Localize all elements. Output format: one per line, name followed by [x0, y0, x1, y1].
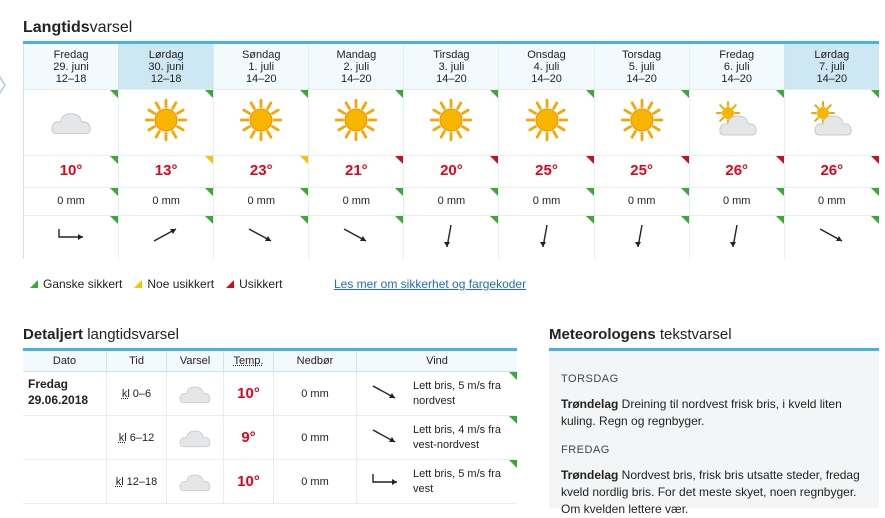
day-time: 14–20 — [721, 73, 752, 85]
precipitation-value: 0 mm — [57, 195, 85, 207]
wind-cell — [498, 215, 593, 259]
red-triangle-icon — [226, 280, 234, 288]
precipitation-value: 0 mm — [437, 195, 466, 207]
wind-cell — [213, 215, 308, 259]
detail-temp-value: 10° — [237, 385, 260, 402]
detail-wind — [356, 416, 517, 459]
day-day: Lørdag — [814, 49, 850, 61]
detail-temp — [223, 460, 273, 503]
detail-temp-value: 10° — [237, 473, 260, 490]
time-range: 6–12 — [129, 431, 155, 444]
sun-icon — [144, 98, 188, 147]
detail-row — [23, 372, 517, 416]
temperature-value: 21° — [344, 162, 368, 179]
confidence-triangle-icon — [586, 216, 594, 224]
day-date: 29. juni — [53, 61, 89, 73]
detail-precip — [273, 416, 356, 459]
day-date: 2. juli — [343, 61, 370, 73]
confidence-triangle-icon — [110, 156, 118, 164]
day-day: Lørdag — [148, 49, 184, 61]
met-text-title: Meteorologens tekstvarsel — [549, 326, 732, 343]
col-wind-header: Vind — [356, 351, 517, 371]
met-text-thursday: Trøndelag Dreining til nordvest frisk bris, i kveld liten kuling. Regn og regnbyger. — [561, 397, 842, 428]
detail-precip-value: 0 mm — [301, 387, 329, 400]
detail-precip-value: 0 mm — [301, 431, 329, 444]
wind-cell — [594, 215, 689, 259]
day-date: 4. juli — [533, 61, 560, 73]
wind-arrow-icon — [624, 219, 660, 256]
met-heading-thursday: TORSDAG — [561, 373, 619, 385]
wind-arrow-icon — [53, 219, 89, 256]
wind-cell — [403, 215, 498, 259]
temperature-value: 26° — [725, 162, 749, 179]
confidence-triangle-icon — [300, 216, 308, 224]
cloud-icon — [177, 378, 213, 409]
sun-icon — [620, 98, 664, 147]
precipitation-cell — [213, 187, 308, 215]
day-date: 3. juli — [438, 61, 465, 73]
precipitation-value: 0 mm — [818, 195, 846, 207]
detail-forecast-cell — [166, 460, 223, 503]
cloud-icon — [177, 422, 213, 453]
detail-row — [23, 460, 517, 504]
detail-header-row — [23, 351, 517, 372]
temperature-value: 25° — [535, 162, 558, 179]
confidence-triangle-icon — [681, 216, 689, 224]
sun-icon — [429, 98, 473, 147]
temperature-cell — [784, 155, 879, 187]
precipitation-cell — [23, 187, 118, 215]
precipitation-value: 0 mm — [532, 195, 561, 207]
day-time: 14–20 — [531, 73, 562, 85]
temperature-cell — [403, 155, 498, 187]
detail-wind — [356, 372, 517, 415]
forecast-icon-cell — [689, 89, 784, 155]
precipitation-cell — [498, 187, 593, 215]
scroll-left-icon[interactable] — [0, 74, 6, 96]
detail-forecast-cell — [166, 416, 223, 459]
precipitation-value: 0 mm — [342, 195, 371, 207]
detail-time — [106, 460, 166, 503]
wind-arrow-icon — [433, 219, 469, 256]
sun-icon — [239, 98, 283, 147]
temperature-value: 26° — [820, 162, 844, 179]
day-time: 12–18 — [150, 73, 182, 85]
day-day: Onsdag — [527, 49, 566, 61]
confidence-triangle-icon — [586, 156, 594, 164]
long-forecast-table — [23, 41, 879, 259]
detail-time — [106, 372, 166, 415]
confidence-triangle-icon — [681, 188, 689, 196]
confidence-triangle-icon — [490, 156, 498, 164]
confidence-triangle-icon — [490, 188, 498, 196]
detail-row — [23, 416, 517, 460]
time-prefix: kl — [121, 387, 130, 400]
green-triangle-icon — [30, 280, 38, 288]
confidence-triangle-icon — [205, 156, 213, 164]
forecast-icon-cell — [213, 89, 308, 155]
forecast-icon-cell — [118, 89, 213, 155]
confidence-triangle-icon — [490, 216, 498, 224]
day-time: 14–20 — [245, 73, 277, 85]
day-day: Søndag — [241, 49, 281, 61]
confidence-triangle-icon — [395, 156, 403, 164]
col-temp-header[interactable]: Temp. — [223, 351, 273, 371]
wind-arrow-icon — [719, 219, 755, 256]
forecast-icon-cell — [403, 89, 498, 155]
forecast-icon-cell — [594, 89, 689, 155]
detail-temp-value: 9° — [241, 429, 256, 446]
forecast-icon-cell — [498, 89, 593, 155]
wind-cell — [308, 215, 403, 259]
day-date: 5. juli — [628, 61, 655, 73]
day-day: Mandag — [336, 49, 377, 61]
day-day: Tirsdag — [433, 49, 470, 61]
col-date-header: Dato — [52, 355, 77, 367]
sun-icon — [525, 98, 569, 147]
cloud-icon — [49, 101, 93, 144]
wind-arrow-icon — [367, 420, 403, 455]
day-header-2[interactable] — [213, 44, 308, 89]
confidence-triangle-icon — [509, 460, 517, 468]
time-range: 0–6 — [132, 387, 152, 400]
confidence-triangle-icon — [586, 90, 594, 98]
temperature-cell — [23, 155, 118, 187]
yellow-triangle-icon — [134, 280, 142, 288]
confidence-triangle-icon — [776, 156, 784, 164]
wind-arrow-icon — [148, 219, 184, 256]
temperature-value: 25° — [630, 162, 653, 179]
confidence-triangle-icon — [395, 90, 403, 98]
detail-wind-text: Lett bris, 5 m/s fra nordvest — [413, 379, 502, 407]
confidence-triangle-icon — [110, 90, 118, 98]
detail-forecast-cell — [166, 372, 223, 415]
temperature-cell — [308, 155, 403, 187]
time-prefix: kl — [118, 431, 127, 444]
legend-green-label: Ganske sikkert — [43, 277, 123, 291]
day-header-1[interactable] — [118, 44, 213, 89]
detail-forecast-title: Detaljert langtidsvarsel — [23, 326, 179, 343]
detail-wind-text: Lett bris, 5 m/s fra vest — [413, 467, 502, 495]
day-time: 12–18 — [55, 73, 87, 85]
precipitation-value: 0 mm — [627, 195, 656, 207]
wind-arrow-icon — [367, 464, 403, 499]
day-time: 14–20 — [816, 73, 848, 85]
confidence-triangle-icon — [871, 216, 879, 224]
day-header-7[interactable] — [689, 44, 784, 89]
detail-forecast-table — [23, 348, 517, 504]
confidence-triangle-icon — [110, 216, 118, 224]
forecast-icon-cell — [23, 89, 118, 155]
confidence-info-link[interactable]: Les mer om sikkerhet og fargekoder — [334, 277, 527, 291]
detail-time — [106, 416, 166, 459]
wind-cell — [23, 215, 118, 259]
legend-yellow-label: Noe usikkert — [147, 277, 215, 291]
day-date: 7. juli — [818, 61, 845, 73]
col-precip-header: Nedbør — [273, 351, 356, 371]
partly-cloudy-icon — [715, 101, 759, 144]
day-time: 14–20 — [626, 73, 657, 85]
detail-wind-text: Lett bris, 4 m/s fra vest-nordvest — [413, 423, 502, 451]
long-forecast-title: Langtidsvarsel — [23, 19, 133, 36]
detail-date — [23, 372, 106, 415]
confidence-triangle-icon — [681, 90, 689, 98]
forecast-icon-cell — [308, 89, 403, 155]
confidence-triangle-icon — [871, 188, 879, 196]
confidence-triangle-icon — [395, 216, 403, 224]
confidence-triangle-icon — [871, 156, 879, 164]
precipitation-cell — [594, 187, 689, 215]
precipitation-cell — [784, 187, 879, 215]
detail-date-day: Fredag — [28, 377, 69, 391]
temperature-cell — [118, 155, 213, 187]
detail-wind — [356, 460, 517, 503]
precipitation-value: 0 mm — [247, 195, 275, 207]
wind-arrow-icon — [814, 219, 850, 256]
day-day: Fredag — [719, 49, 755, 61]
wind-arrow-icon — [338, 219, 374, 256]
detail-precip — [273, 372, 356, 415]
precipitation-cell — [689, 187, 784, 215]
day-day: Fredag — [53, 49, 89, 61]
temperature-value: 10° — [59, 162, 83, 179]
day-header-5[interactable] — [498, 44, 593, 89]
precipitation-value: 0 mm — [722, 195, 751, 207]
met-text-friday: Trøndelag Nordvest bris, frisk bris utsatte steder, fredag kveld nordlig bris. For det meste skyet, noen regnbyger. Om kvelden lettere vær. — [561, 468, 860, 516]
met-heading-friday: FREDAG — [561, 444, 610, 456]
day-header-6[interactable] — [594, 44, 689, 89]
confidence-triangle-icon — [205, 188, 213, 196]
wind-arrow-icon — [367, 376, 403, 411]
detail-date-empty — [23, 416, 106, 459]
met-text-panel — [549, 348, 879, 516]
col-forecast-header: Varsel — [166, 351, 223, 371]
wind-arrow-icon — [529, 219, 565, 256]
partly-cloudy-icon — [810, 101, 854, 144]
confidence-triangle-icon — [509, 416, 517, 424]
confidence-triangle-icon — [871, 90, 879, 98]
confidence-triangle-icon — [776, 188, 784, 196]
detail-temp — [223, 372, 273, 415]
wind-cell — [689, 215, 784, 259]
temperature-cell — [498, 155, 593, 187]
day-header-3[interactable] — [308, 44, 403, 89]
day-header-4[interactable] — [403, 44, 498, 89]
confidence-triangle-icon — [300, 188, 308, 196]
wind-arrow-icon — [243, 219, 279, 256]
day-time: 14–20 — [341, 73, 372, 85]
confidence-triangle-icon — [395, 188, 403, 196]
confidence-triangle-icon — [681, 156, 689, 164]
detail-date-value: 29.06.2018 — [28, 393, 89, 407]
time-prefix: kl — [115, 475, 124, 488]
legend-red-label: Usikkert — [239, 277, 283, 291]
day-date: 1. juli — [248, 61, 275, 73]
confidence-triangle-icon — [490, 90, 498, 98]
time-range: 12–18 — [126, 475, 158, 488]
confidence-triangle-icon — [300, 90, 308, 98]
precipitation-cell — [118, 187, 213, 215]
col-time-header: Tid — [106, 351, 166, 371]
temperature-cell — [213, 155, 308, 187]
confidence-triangle-icon — [776, 216, 784, 224]
day-header-8[interactable] — [784, 44, 879, 89]
precipitation-cell — [308, 187, 403, 215]
precipitation-cell — [403, 187, 498, 215]
confidence-triangle-icon — [776, 90, 784, 98]
forecast-icon-cell — [784, 89, 879, 155]
detail-temp — [223, 416, 273, 459]
sun-icon — [334, 98, 378, 147]
temperature-value: 13° — [154, 162, 178, 179]
confidence-triangle-icon — [586, 188, 594, 196]
day-date: 30. juni — [148, 61, 184, 73]
detail-date-empty — [23, 460, 106, 503]
day-date: 6. juli — [723, 61, 750, 73]
confidence-triangle-icon — [300, 156, 308, 164]
confidence-triangle-icon — [509, 372, 517, 380]
temperature-value: 23° — [249, 162, 273, 179]
day-day: Torsdag — [622, 49, 662, 61]
detail-precip-value: 0 mm — [301, 475, 329, 488]
confidence-legend — [30, 277, 294, 291]
cloud-icon — [177, 466, 213, 497]
day-time: 14–20 — [436, 73, 467, 85]
confidence-triangle-icon — [205, 90, 213, 98]
temperature-cell — [689, 155, 784, 187]
confidence-triangle-icon — [110, 188, 118, 196]
temperature-value: 20° — [440, 162, 463, 179]
temperature-cell — [594, 155, 689, 187]
detail-precip — [273, 460, 356, 503]
day-header-0[interactable] — [23, 44, 118, 89]
wind-cell — [118, 215, 213, 259]
wind-cell — [784, 215, 879, 259]
confidence-triangle-icon — [205, 216, 213, 224]
precipitation-value: 0 mm — [152, 195, 180, 207]
